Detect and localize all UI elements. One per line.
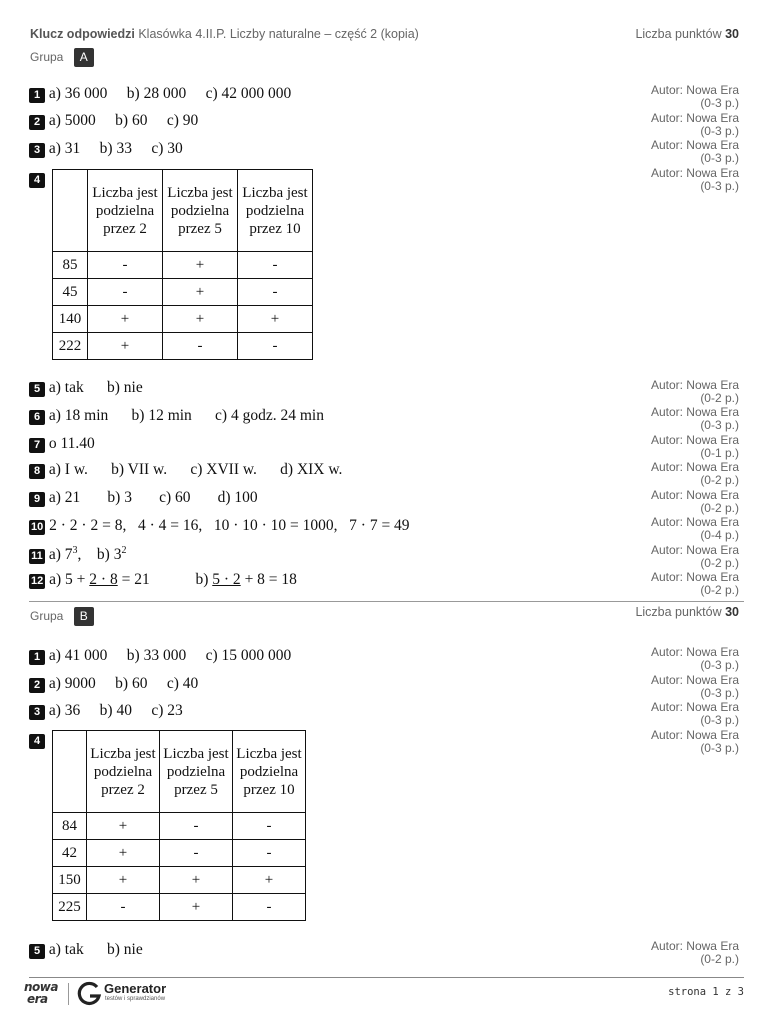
author-note: Autor: Nowa Era (0-3 p.) (650, 673, 739, 700)
table-header: Liczba jest podzielna przez 2 (88, 170, 163, 252)
page-number: strona 1 z 3 (668, 986, 744, 998)
author-note: Autor: Nowa Era (0-3 p.) (650, 405, 739, 432)
section-divider (29, 601, 744, 602)
author-note: Autor: Nowa Era (0-3 p.) (650, 83, 739, 110)
answer-a-11: 11 a) $7^3$, b) $3^2$ (29, 545, 126, 564)
answer-b-5: 5 a) tak b) nie (29, 941, 143, 959)
points-total: Liczba punktów 30 (635, 27, 739, 41)
author-note: Autor: Nowa Era (0-2 p.) (650, 543, 739, 570)
answer-b-2: 2 a) 9000 b) 60 c) 40 (29, 675, 198, 693)
group-b-badge: B (74, 607, 94, 626)
logo-divider (68, 983, 69, 1005)
answer-a-8: 8 a) I w. b) VII w. c) XVII w. d) XIX w. (29, 461, 342, 479)
table-row: 222 + - - (53, 333, 313, 360)
answer-a-4-number: 4 (29, 170, 45, 188)
divisibility-table-b (52, 730, 306, 921)
table-row: 42 + - - (53, 840, 306, 867)
generator-g-icon (76, 981, 102, 1007)
author-note: Autor: Nowa Era (0-3 p.) (650, 111, 739, 138)
author-note: Autor: Nowa Era (0-2 p.) (650, 488, 739, 515)
author-note: Autor: Nowa Era (0-2 p.) (650, 939, 739, 966)
table-row: 85 - + - (53, 252, 313, 279)
table-row: 140 + + + (53, 306, 313, 333)
table-corner (53, 170, 88, 252)
table-header: Liczba jest podzielna przez 10 (238, 170, 313, 252)
answer-a-1: 1 a) 36 000 b) 28 000 c) 42 000 000 (29, 85, 291, 103)
divisibility-table-a (52, 169, 313, 360)
table-row: 84 + - - (53, 813, 306, 840)
table-row: 45 - + - (53, 279, 313, 306)
nowa-era-logo: nowa era (24, 980, 58, 1006)
table-row: 225 - + - (53, 894, 306, 921)
table-header: Liczba jest podzielna przez 10 (233, 731, 306, 813)
table-row: 150 + + + (53, 867, 306, 894)
author-note: Autor: Nowa Era (0-4 p.) (650, 515, 739, 542)
author-note: Autor: Nowa Era (0-3 p.) (650, 700, 739, 727)
answer-b-1: 1 a) 41 000 b) 33 000 c) 15 000 000 (29, 647, 291, 665)
table-header: Liczba jest podzielna przez 2 (87, 731, 160, 813)
answer-a-2: 2 a) 5000 b) 60 c) 90 (29, 112, 198, 130)
answer-b-3: 3 a) 36 b) 40 c) 23 (29, 702, 183, 720)
footer-divider (29, 977, 744, 978)
answer-a-12: 12 a) 5 + 2 · 8 = 21 b) 5 · 2 + 8 = 18 (31, 571, 297, 588)
table-header: Liczba jest podzielna przez 5 (163, 170, 238, 252)
answer-a-5: 5 a) tak b) nie (29, 379, 143, 397)
answer-a-7: 7 o 11.40 (29, 435, 95, 453)
table-header: Liczba jest podzielna przez 5 (160, 731, 233, 813)
author-note: Autor: Nowa Era (0-2 p.) (650, 378, 739, 405)
answer-a-10: 10 2 · 2 · 2 = 8, 4 · 4 = 16, 10 · 10 · 10 = 1000, 7 · 7 = 49 (31, 517, 410, 534)
author-note: Autor: Nowa Era (0-2 p.) (650, 570, 739, 597)
answer-a-9: 9 a) 21 b) 3 c) 60 d) 100 (29, 489, 258, 507)
table-corner (53, 731, 87, 813)
points-total-b: Liczba punktów 30 (635, 605, 739, 619)
document-title: Klucz odpowiedzi Klasówka 4.II.P. Liczby naturalne – część 2 (kopia) (30, 27, 419, 41)
group-b-label: Grupa B (30, 607, 94, 626)
author-note: Autor: Nowa Era (0-3 p.) (650, 166, 739, 193)
group-a-label: Grupa A (30, 48, 94, 67)
answer-a-6: 6 a) 18 min b) 12 min c) 4 godz. 24 min (29, 407, 324, 425)
answer-a-3: 3 a) 31 b) 33 c) 30 (29, 140, 183, 158)
author-note: Autor: Nowa Era (0-3 p.) (650, 645, 739, 672)
author-note: Autor: Nowa Era (0-1 p.) (650, 433, 739, 460)
group-a-badge: A (74, 48, 94, 67)
author-note: Autor: Nowa Era (0-3 p.) (650, 138, 739, 165)
author-note: Autor: Nowa Era (0-3 p.) (650, 728, 739, 755)
author-note: Autor: Nowa Era (0-2 p.) (650, 460, 739, 487)
answer-b-4-number: 4 (29, 731, 45, 749)
